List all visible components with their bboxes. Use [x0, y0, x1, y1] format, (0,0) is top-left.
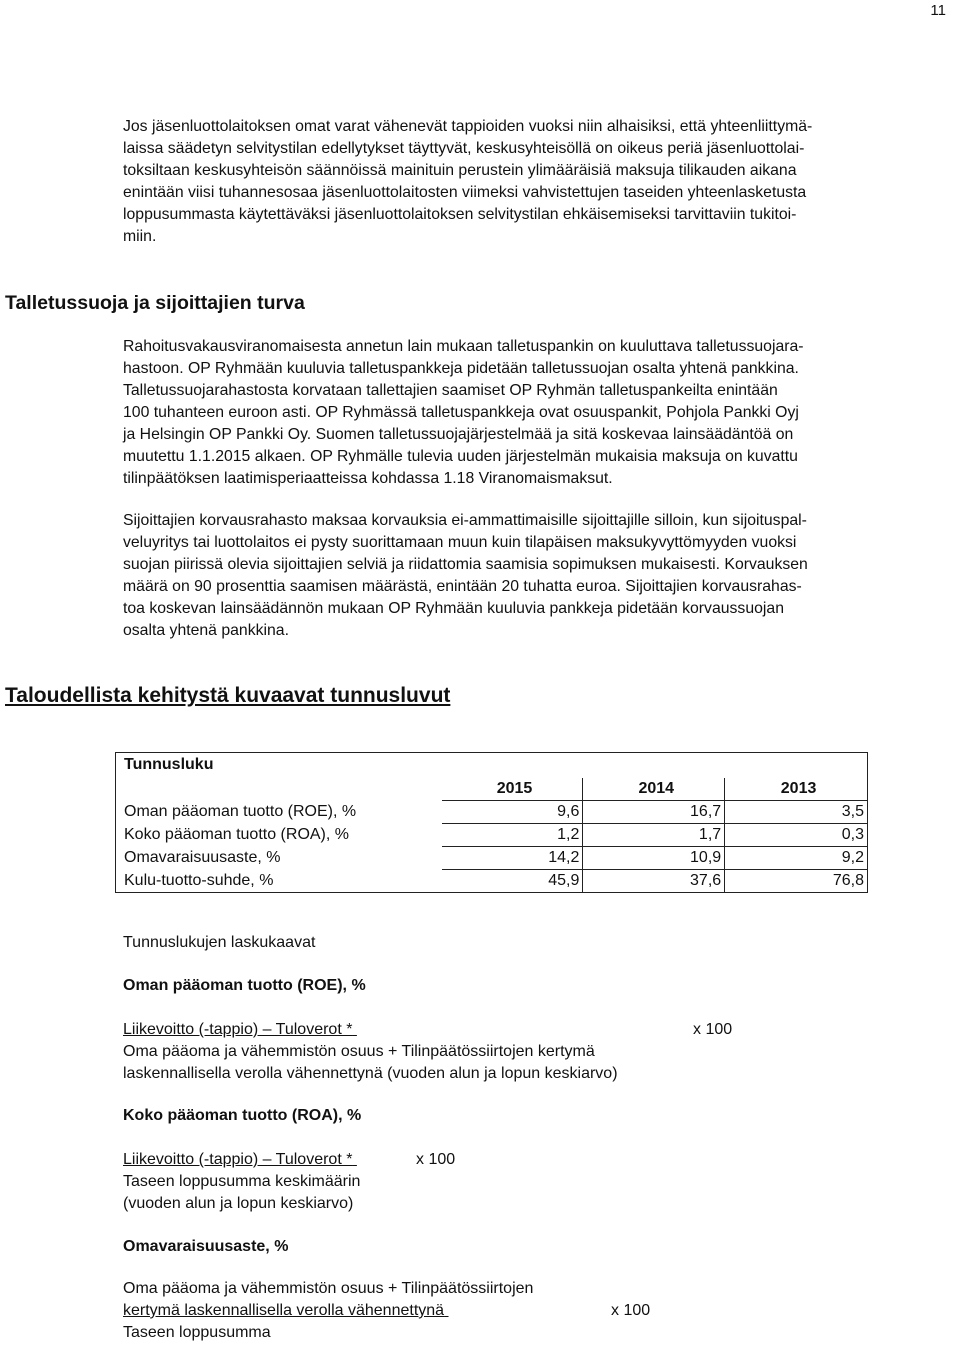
roa-numerator: Liikevoitto (-tappio) – Tuloverot * [123, 1151, 353, 1168]
cell-value: 0,3 [725, 824, 868, 847]
equity-ratio-multiplier: x 100 [611, 1302, 651, 1319]
text-line: muutettu 1.1.2015 alkaen. OP Ryhmälle tulevia uuden järjestelmän mukaisia maksuja on kuvattu [123, 448, 798, 465]
table-row [116, 870, 868, 893]
text-line: toa koskevan lainsäädännön mukaan OP Ryhmään kuuluvia pankkeja pidetään korvaussuojan [123, 600, 784, 617]
roa-denominator-line: Taseen loppusumma keskimäärin [123, 1173, 361, 1190]
cell-value: 76,8 [725, 870, 868, 893]
equity-ratio-numerator-line: kertymä laskennallisella verolla vähennettynä [123, 1302, 445, 1319]
equity-ratio-numerator-line: Oma pääoma ja vähemmistön osuus + Tilinpäätössiirtojen [123, 1280, 534, 1297]
year-header: 2015 [441, 778, 583, 801]
year-header: 2014 [583, 778, 725, 801]
roe-denominator-line: Oma pääoma ja vähemmistön osuus + Tilinpäätössiirtojen kertymä [123, 1043, 595, 1060]
roa-multiplier: x 100 [416, 1151, 456, 1168]
text-line: toksiltaan keskusyhteisön säännöissä mainituin perustein ylimääräisiä maksuja tilikauden aikana [123, 162, 797, 179]
roa-heading: Koko pääoman tuotto (ROA), % [123, 1107, 362, 1124]
text-line: Sijoittajien korvausrahasto maksaa korvauksia ei-ammattimaisille sijoittajille silloin, kun sijoituspal- [123, 512, 807, 529]
table-row [116, 801, 868, 824]
cell-value: 37,6 [583, 870, 725, 893]
roa-denominator-line: (vuoden alun ja lopun keskiarvo) [123, 1195, 354, 1212]
section-heading-key-figures: Taloudellista kehitystä kuvaavat tunnusluvut [5, 684, 451, 707]
cell-value: 9,2 [725, 847, 868, 870]
text-line: laissa säädetyn selvitystilan edellytykset täyttyvät, keskusyhteisöllä on oikeus periä jäsenluottolai- [123, 140, 805, 157]
formulas-title: Tunnuslukujen laskukaavat [123, 934, 316, 951]
investor-compensation-paragraph [123, 510, 867, 642]
equity-ratio-denominator: Taseen loppusumma [123, 1324, 271, 1341]
text-line: määrä on 90 prosenttia saamisen määrästä, enintään 20 tuhatta euroa. Sijoittajien korvausrahas- [123, 578, 802, 595]
text-line: Talletussuojarahastosta korvataan tallettajien saamiset OP Ryhmän talletuspankeilta enintään [123, 382, 778, 399]
table-title: Tunnusluku [116, 753, 442, 778]
roe-denominator-line: laskennallisella verolla vähennettynä (vuoden alun ja lopun keskiarvo) [123, 1065, 618, 1082]
table-row [116, 847, 868, 870]
cell-value: 9,6 [441, 801, 583, 824]
text-line: 100 tuhanteen euroon asti. OP Ryhmässä talletuspankkeja ovat osuuspankit, Pohjola Pankki Oyj [123, 404, 799, 421]
table-title-row [116, 753, 868, 778]
text-line: loppusummasta käytettäväksi jäsenluottolaitoksen selvitystilan ehkäisemiseksi tarvittaviin tukitoi- [123, 206, 797, 223]
year-header: 2013 [725, 778, 868, 801]
key-figures-table [115, 752, 868, 893]
cell-value: 16,7 [583, 801, 725, 824]
text-line: miin. [123, 228, 157, 245]
cell-value: 3,5 [725, 801, 868, 824]
text-line: suojan piirissä olevia sijoittajien selviä ja riidattomia saamisia sopimuksen mukaisesti. Korvauksen [123, 556, 808, 573]
text-line: Jos jäsenluottolaitoksen omat varat vähenevät tappioiden vuoksi niin alhaisiksi, että yhteenliittymä- [123, 118, 813, 135]
text-line: tilinpäätöksen laatimisperiaatteissa kohdassa 1.18 Viranomaismaksut. [123, 470, 613, 487]
text-line: enintään viisi tuhannesosaa jäsenluottolaitosten viimeksi vahvistettujen taseiden yhteenlasketusta [123, 184, 807, 201]
cell-value: 10,9 [583, 847, 725, 870]
text-line: Rahoitusvakausviranomaisesta annetun lain mukaan talletuspankin on kuuluttava talletussuojara- [123, 338, 804, 355]
roe-heading: Oman pääoman tuotto (ROE), % [123, 977, 366, 994]
text-line: hastoon. OP Ryhmään kuuluvia talletuspankkeja pidetään talletussuojan osalta yhtenä pankkina. [123, 360, 799, 377]
text-line: ja Helsingin OP Pankki Oy. Suomen talletussuojajärjestelmää ja sitä koskevaa lainsäädäntöä on [123, 426, 794, 443]
text-line: veluyritys tai luottolaitos ei pysty suorittamaan muun kuin tilapäisen maksukyvyttömyyden vuoksi [123, 534, 797, 551]
cell-value: 14,2 [441, 847, 583, 870]
cell-value: 45,9 [441, 870, 583, 893]
row-label: Oman pääoman tuotto (ROE), % [116, 801, 442, 824]
row-label: Kulu-tuotto-suhde, % [116, 870, 442, 893]
section-heading-deposit-guarantee: Talletussuoja ja sijoittajien turva [5, 292, 305, 314]
cell-value: 1,7 [583, 824, 725, 847]
text-line: osalta yhtenä pankkina. [123, 622, 289, 639]
intro-paragraph [123, 116, 867, 248]
cell-value: 1,2 [441, 824, 583, 847]
page-number: 11 [930, 2, 946, 19]
roe-numerator: Liikevoitto (-tappio) – Tuloverot * [123, 1021, 353, 1038]
equity-ratio-heading: Omavaraisuusaste, % [123, 1238, 289, 1255]
deposit-guarantee-paragraph [123, 336, 867, 490]
table-row [116, 824, 868, 847]
roe-multiplier: x 100 [693, 1021, 733, 1038]
row-label: Omavaraisuusaste, % [116, 847, 442, 870]
row-label: Koko pääoman tuotto (ROA), % [116, 824, 442, 847]
table-header-row [116, 778, 868, 801]
